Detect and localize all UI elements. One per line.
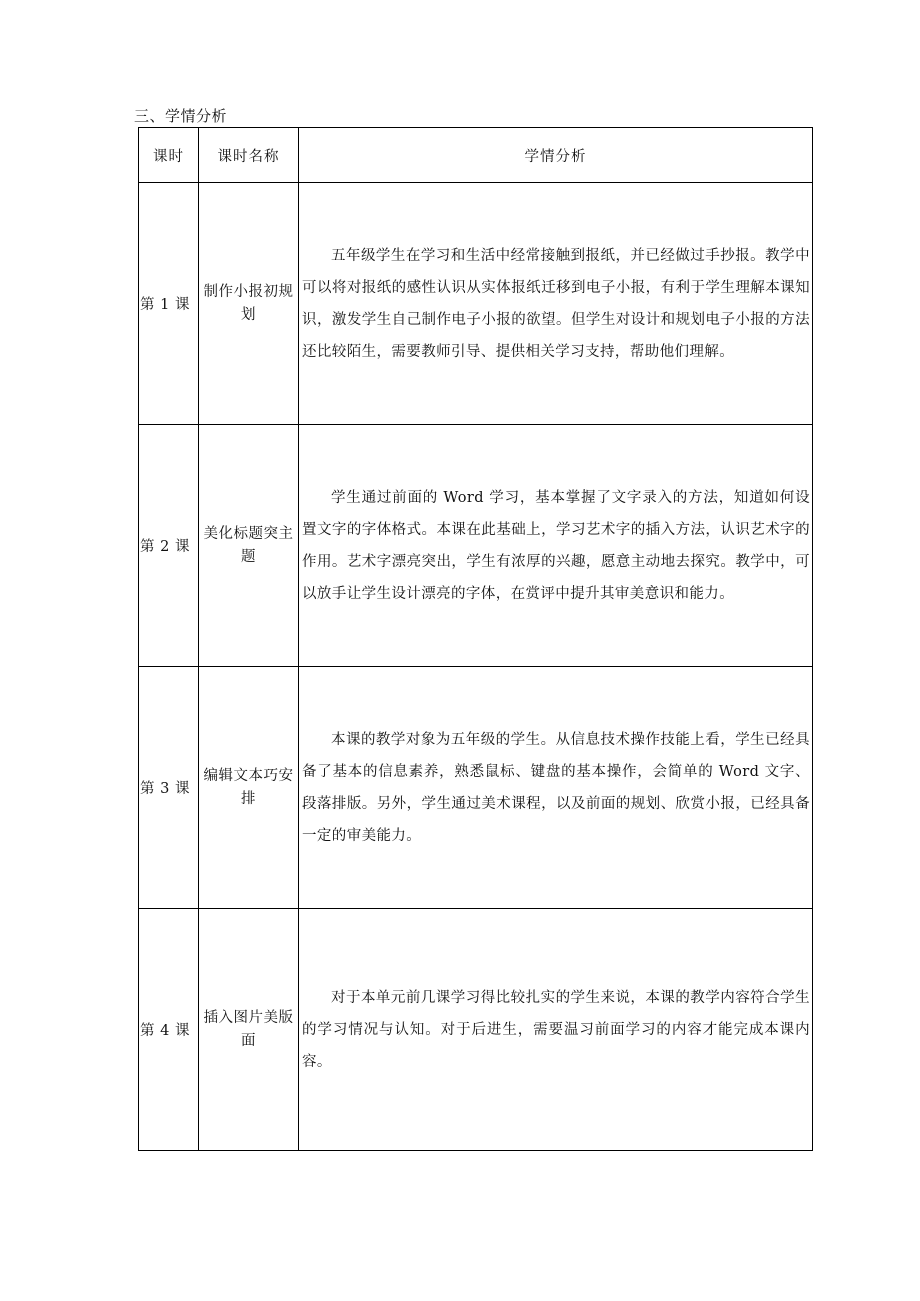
table-row <box>139 909 813 1151</box>
row-lesson-name: 插入图片美版面 <box>199 909 299 1151</box>
table-header-row <box>139 128 813 183</box>
learning-analysis-table <box>138 127 813 1151</box>
row-period: 第 1 课 <box>139 183 199 425</box>
row-analysis-paragraph: 对于本单元前几课学习得比较扎实的学生来说，本课的教学内容符合学生的学习情况与认知。对于后进生，需要温习前面学习的内容才能完成本课内容。 <box>302 989 810 1070</box>
header-lesson-name: 课时名称 <box>199 128 299 183</box>
header-period: 课时 <box>139 128 199 183</box>
row-period: 第 3 课 <box>139 667 199 909</box>
row-analysis <box>299 909 813 1151</box>
header-analysis: 学情分析 <box>299 128 813 183</box>
table-row <box>139 183 813 425</box>
table-row <box>139 425 813 667</box>
row-analysis-paragraph: 本课的教学对象为五年级的学生。从信息技术操作技能上看，学生已经具备了基本的信息素养，熟悉鼠标、键盘的基本操作，会简单的 Word 文字、段落排版。另外，学生通过美术课程，以及前面的规划、欣赏小报，已经具备一定的审美能力。 <box>302 731 810 844</box>
row-lesson-name: 制作小报初规划 <box>199 183 299 425</box>
table-row <box>139 667 813 909</box>
section-title: 三、学情分析 <box>134 107 228 125</box>
row-period: 第 2 课 <box>139 425 199 667</box>
row-analysis-paragraph: 五年级学生在学习和生活中经常接触到报纸，并已经做过手抄报。教学中可以将对报纸的感性认识从实体报纸迁移到电子小报，有利于学生理解本课知识，激发学生自己制作电子小报的欲望。但学生对设计和规划电子小报的方法还比较陌生，需要教师引导、提供相关学习支持，帮助他们理解。 <box>302 247 810 360</box>
row-lesson-name: 美化标题突主题 <box>199 425 299 667</box>
row-analysis-paragraph: 学生通过前面的 Word 学习，基本掌握了文字录入的方法，知道如何设置文字的字体格式。本课在此基础上，学习艺术字的插入方法，认识艺术字的作用。艺术字漂亮突出，学生有浓厚的兴趣，愿意主动地去探究。教学中，可以放手让学生设计漂亮的字体，在赏评中提升其审美意识和能力。 <box>302 489 810 602</box>
row-analysis <box>299 183 813 425</box>
row-period: 第 4 课 <box>139 909 199 1151</box>
row-analysis <box>299 425 813 667</box>
row-lesson-name: 编辑文本巧安排 <box>199 667 299 909</box>
row-analysis <box>299 667 813 909</box>
